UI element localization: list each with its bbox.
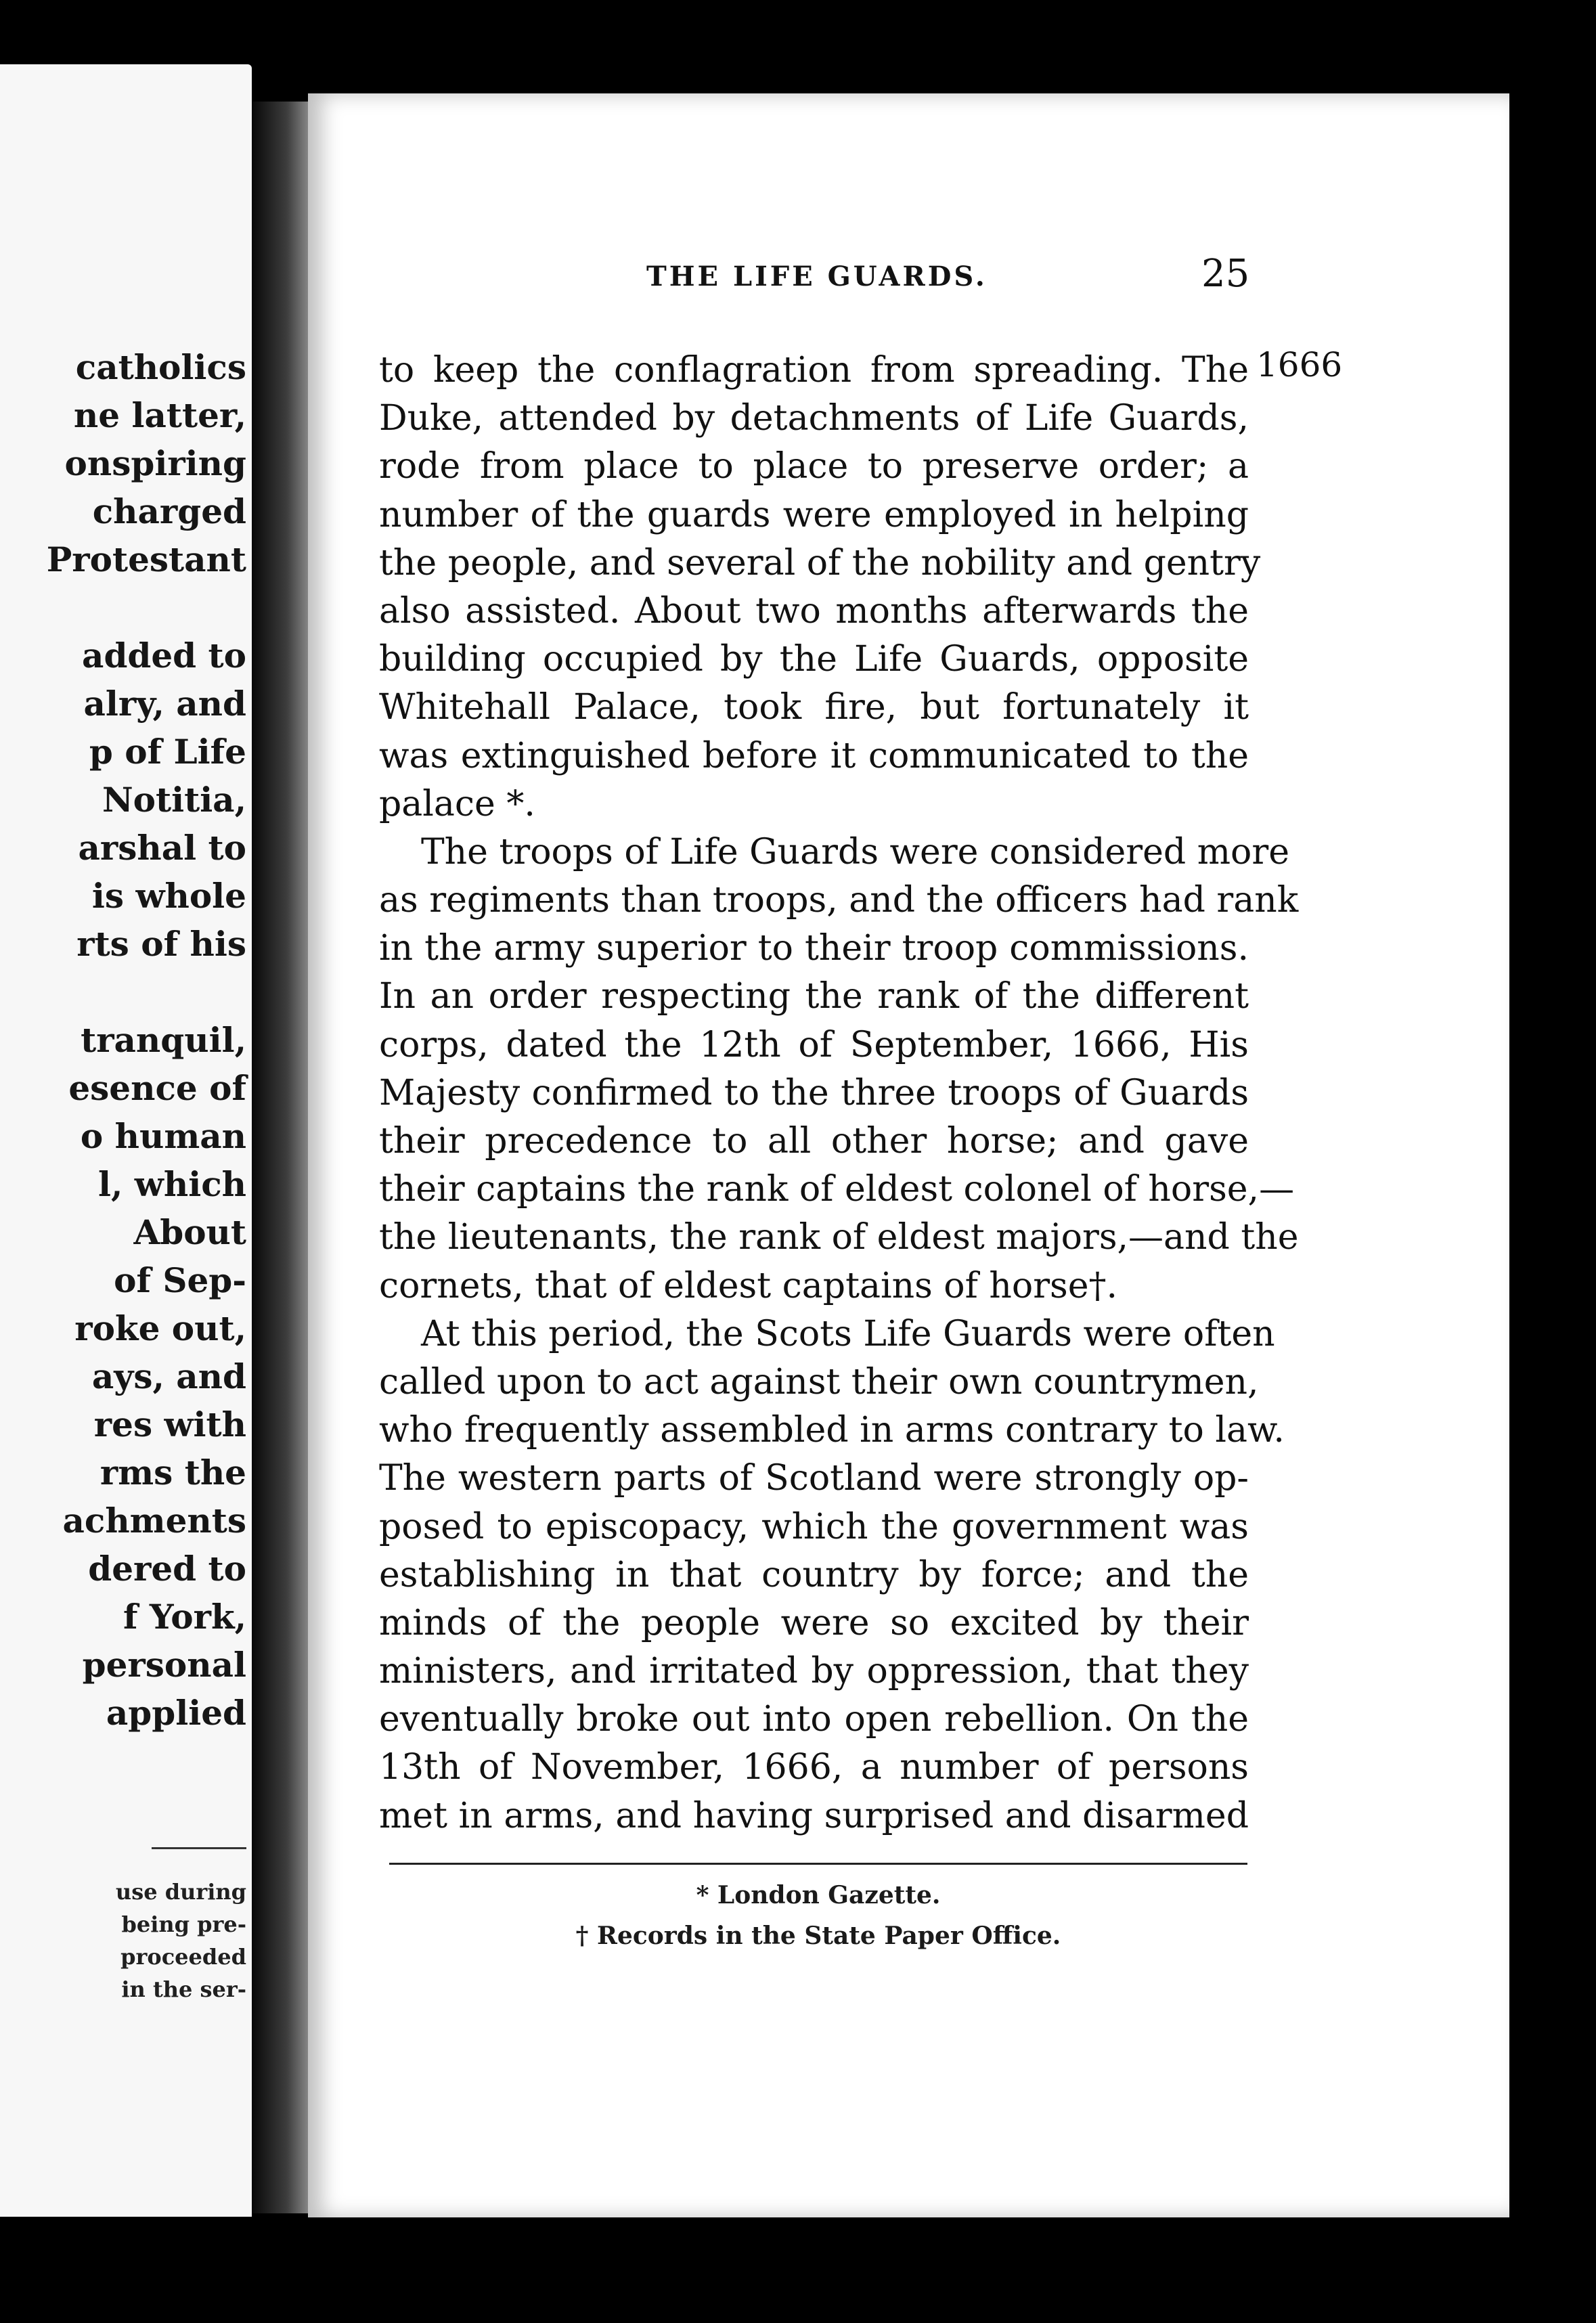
text-line: as regiments than troops, and the officers had rank — [379, 880, 1299, 921]
text-line: The western parts of Scotland were strongly op- — [379, 1458, 1249, 1499]
previous-page-line — [0, 583, 246, 632]
text-line: also assisted. About two months afterwards the — [379, 590, 1249, 632]
previous-page-line: Notitia, — [102, 780, 246, 820]
previous-page-line: alry, and — [83, 684, 246, 724]
previous-page-line: f York, — [123, 1597, 246, 1637]
previous-page-footnotes — [70, 1876, 246, 2006]
text-line: to keep the conflagration from spreading. The — [379, 350, 1249, 391]
previous-page-line: achments — [62, 1501, 246, 1541]
previous-page-line: p of Life — [89, 732, 246, 772]
previous-page-line: personal — [82, 1645, 246, 1685]
text-line: number of the guards were employed in helping — [379, 494, 1249, 535]
previous-page-line: l, which — [98, 1164, 246, 1204]
footnote-rule — [389, 1863, 1247, 1865]
previous-page-line: dered to — [88, 1549, 246, 1589]
running-title: THE LIFE GUARDS. — [646, 261, 988, 292]
paragraph — [379, 1310, 1285, 1840]
previous-page-line: applied — [106, 1693, 246, 1733]
previous-page-footnote-line: being pre- — [121, 1911, 246, 1937]
previous-page-footnote-line: use during — [115, 1879, 246, 1905]
previous-page-line: arshal to — [78, 828, 246, 868]
previous-page-line: charged — [92, 491, 246, 531]
paragraph — [379, 828, 1299, 1310]
previous-page-line — [0, 968, 246, 1016]
previous-page-line: catholics — [75, 347, 246, 387]
text-line: cornets, that of eldest captains of horse†. — [379, 1265, 1118, 1306]
previous-page-line: onspiring — [64, 443, 246, 483]
text-line: rode from place to place to preserve order; a — [379, 446, 1249, 487]
previous-page-line: rts of his — [76, 924, 246, 964]
text-line: corps, dated the 12th of September, 1666, His — [379, 1024, 1249, 1065]
text-line: palace *. — [379, 783, 535, 824]
text-line: building occupied by the Life Guards, opposite — [379, 639, 1249, 680]
previous-page-footnote-rule — [152, 1847, 246, 1849]
text-line: their captains the rank of eldest colonel of horse,— — [379, 1169, 1295, 1210]
text-line: posed to episcopacy, which the government was — [379, 1506, 1249, 1547]
previous-page-line: o human — [80, 1116, 246, 1156]
previous-page-line: About — [133, 1212, 246, 1252]
paragraph — [379, 347, 1261, 828]
text-line: called upon to act against their own countrymen, — [379, 1361, 1259, 1402]
previous-page-fragment — [0, 64, 252, 2217]
previous-page-line: of Sep- — [114, 1260, 246, 1300]
body-text — [379, 347, 1299, 1840]
text-line: Majesty confirmed to the three troops of Guards — [379, 1072, 1249, 1113]
text-line: ministers, and irritated by oppression, that they — [379, 1651, 1249, 1692]
previous-page-line: res with — [93, 1404, 246, 1444]
text-line: Whitehall Palace, took fire, but fortunately it — [379, 687, 1249, 728]
previous-page-line: esence of — [68, 1068, 246, 1108]
previous-page-line: ays, and — [91, 1356, 246, 1396]
previous-page-line: rms the — [99, 1453, 246, 1492]
previous-page-text — [0, 343, 246, 1737]
previous-page-footnote-line: in the ser- — [121, 1976, 246, 2002]
text-line: the lieutenants, the rank of eldest majors,—and the — [379, 1217, 1299, 1258]
text-line: was extinguished before it communicated to the — [379, 735, 1249, 776]
margin-date-note: 1666 — [1256, 345, 1343, 384]
previous-page-line: ne latter, — [73, 395, 246, 435]
text-line: minds of the people were so excited by their — [379, 1602, 1249, 1643]
text-line: their precedence to all other horse; and gave — [379, 1121, 1249, 1162]
previous-page-line: roke out, — [74, 1308, 246, 1348]
previous-page-line: added to — [82, 636, 246, 676]
previous-page-line: is whole — [91, 876, 246, 916]
footnote-1: * London Gazette. — [696, 1881, 941, 1909]
text-line: Duke, attended by detachments of Life Guards, — [379, 398, 1249, 439]
text-line: At this period, the Scots Life Guards were often — [421, 1313, 1275, 1354]
footnote-2: † Records in the State Paper Office. — [575, 1922, 1061, 1950]
text-line: met in arms, and having surprised and disarmed — [379, 1795, 1249, 1836]
text-line: establishing in that country by force; and the — [379, 1554, 1249, 1595]
text-line: in the army superior to their troop commissions. — [379, 928, 1249, 969]
text-line: who frequently assembled in arms contrary to law. — [379, 1410, 1285, 1451]
text-line: In an order respecting the rank of the different — [379, 976, 1249, 1017]
page-number: 25 — [1201, 252, 1250, 296]
previous-page-line: tranquil, — [81, 1020, 246, 1060]
text-line: the people, and several of the nobility and gentry — [379, 542, 1261, 583]
footnotes — [389, 1875, 1247, 1956]
text-line: The troops of Life Guards were considered more — [421, 831, 1289, 872]
text-line: eventually broke out into open rebellion. On the — [379, 1699, 1249, 1740]
previous-page-footnote-line: proceeded — [120, 1944, 246, 1970]
text-line: 13th of November, 1666, a number of persons — [379, 1747, 1249, 1788]
previous-page-line: Protestant — [46, 539, 246, 579]
